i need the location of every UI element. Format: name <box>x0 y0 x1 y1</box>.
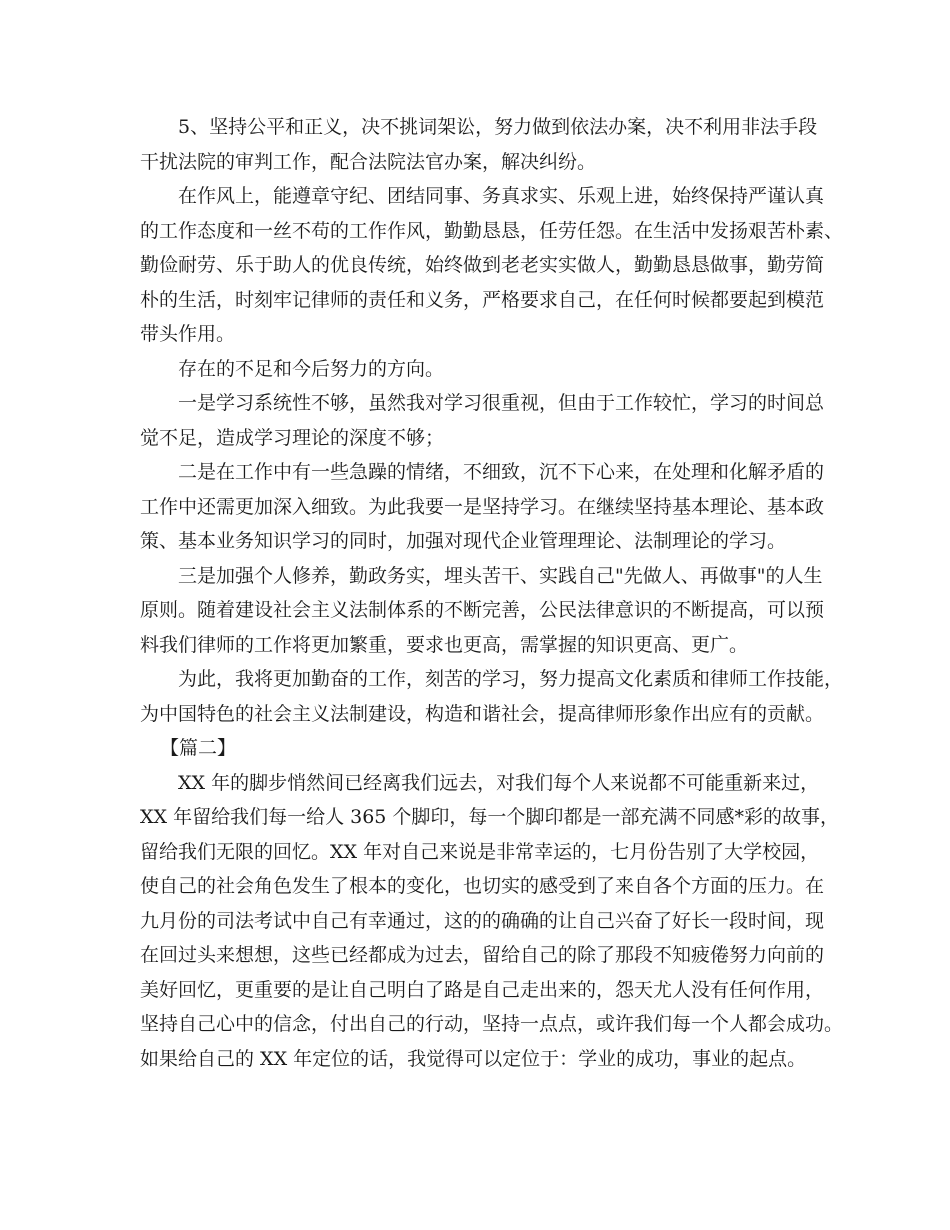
text-line: 存在的不足和今后努力的方向。 <box>178 357 445 380</box>
text-line: 5、坚持公平和正义，决不挑词架讼，努力做到依法办案，决不利用非法手段 <box>178 116 818 138</box>
text-line: 如果给自己的 XX 年定位的话，我觉得可以定位于：学业的成功，事业的起点。 <box>140 1047 807 1070</box>
text-line: 在回过头来想想，这些已经都成为过去，留给自己的除了那段不知疲倦努力向前的 <box>140 944 825 966</box>
text-line: 九月份的司法考试中自己有幸通过，这的的确确的让自己兴奋了好长一段时间，现 <box>140 909 825 932</box>
text-line: 工作中还需更加深入细致。为此我要一是坚持学习。在继续坚持基本理论、基本政 <box>140 495 825 518</box>
text-line: 朴的生活，时刻牢记律师的责任和义务，严格要求自己，在任何时候都要起到模范 <box>140 288 825 311</box>
text-line: 美好回忆，更重要的是让自己明白了路是自己走出来的，怨天尤人没有任何作用， <box>140 978 825 1001</box>
text-line: 策、基本业务知识学习的同时，加强对现代企业管理理论、法制理论的学习。 <box>140 530 787 552</box>
text-line: 干扰法院的审判工作，配合法院法官办案，解决纠纷。 <box>140 150 597 173</box>
text-line: 料我们律师的工作将更加繁重，要求也更高，需掌握的知识更高、更广。 <box>140 633 749 656</box>
text-line: 原则。随着建设社会主义法制体系的不断完善，公民法律意识的不断提高，可以预 <box>140 599 825 621</box>
section-heading: 【篇二】 <box>160 737 237 759</box>
text-line: 留给我们无限的回忆。XX 年对自己来说是非常幸运的，七月份告别了大学校园， <box>140 840 820 863</box>
text-line: 一是学习系统性不够，虽然我对学习很重视，但由于工作较忙，学习的时间总 <box>178 392 825 414</box>
text-line: 觉不足，造成学习理论的深度不够； <box>140 426 445 449</box>
text-line: 二是在工作中有一些急躁的情绪，不细致，沉不下心来，在处理和化解矛盾的 <box>178 461 825 483</box>
text-line: 使自己的社会角色发生了根本的变化，也切实的感受到了来自各个方面的压力。在 <box>140 875 825 897</box>
document-body <box>140 110 844 1076</box>
text-line: 为此，我将更加勤奋的工作，刻苦的学习，努力提高文化素质和律师工作技能， <box>178 668 844 690</box>
text-line: 带头作用。 <box>140 323 236 345</box>
text-line: 为中国特色的社会主义法制建设，构造和谐社会，提高律师形象作出应有的贡献。 <box>140 702 825 725</box>
text-line: 在作风上，能遵章守纪、团结同事、务真求实、乐观上进，始终保持严谨认真 <box>178 185 825 207</box>
text-line: 坚持自己心中的信念，付出自己的行动，坚持一点点，或许我们每一个人都会成功。 <box>140 1013 844 1035</box>
text-line: XX 年的脚步悄然间已经离我们远去，对我们每个人来说都不可能重新来过， <box>178 771 820 794</box>
text-line: 三是加强个人修养，勤政务实，埋头苦干、实践自己"先做人、再做事"的人生 <box>178 564 823 587</box>
text-line: 勤俭耐劳、乐于助人的优良传统，始终做到老老实实做人，勤勤恳恳做事，勤劳简 <box>140 254 825 276</box>
text-line: XX 年留给我们每一给人 365 个脚印，每一个脚印都是一部充满不同感*彩的故事， <box>140 806 839 828</box>
text-line: 的工作态度和一丝不苟的工作作风，勤勤恳恳，任劳任怨。在生活中发扬艰苦朴素、 <box>140 219 844 242</box>
